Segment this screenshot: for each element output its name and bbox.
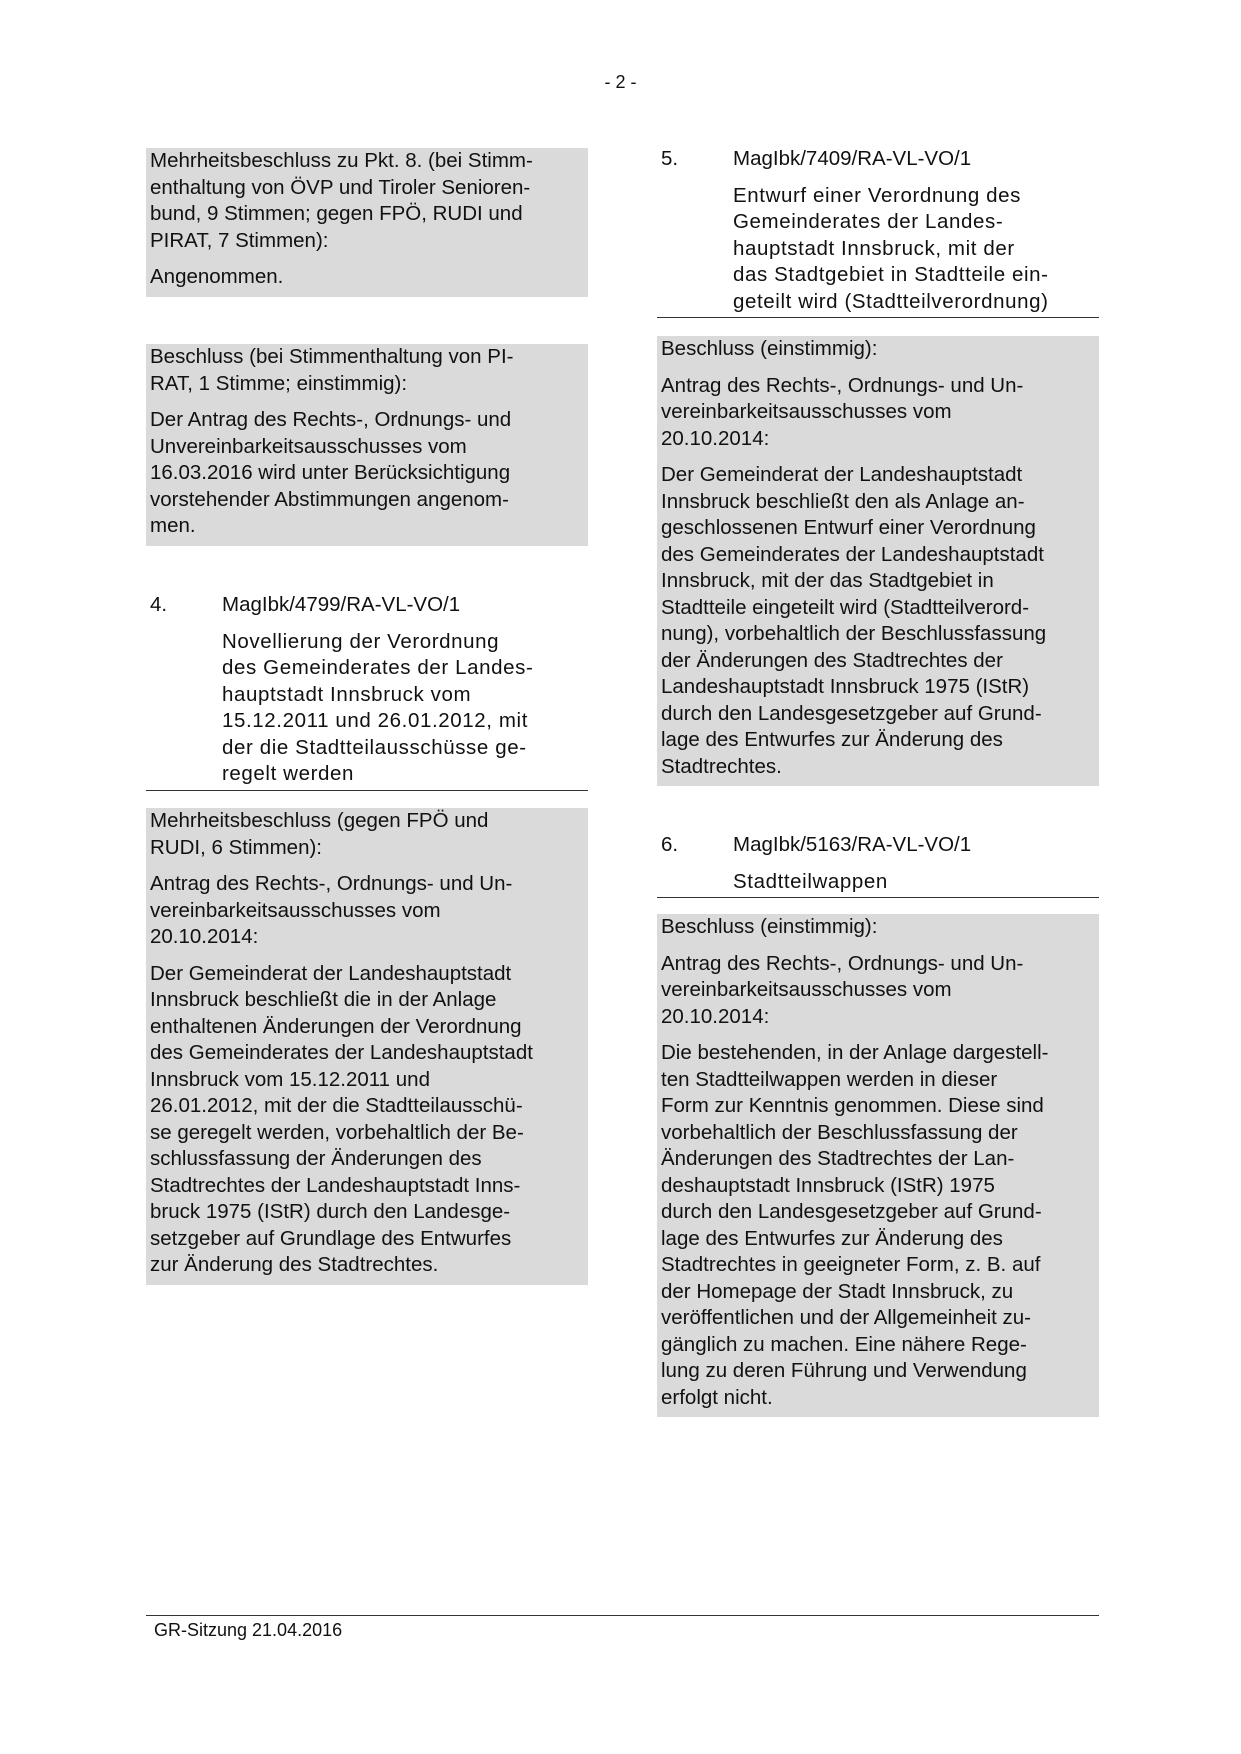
decision-text: Mehrheitsbeschluss (gegen FPÖ und RUDI, 6 Stimmen): (150, 809, 489, 859)
footer-divider (146, 1615, 1099, 1616)
agenda-title: Novellierung der Verordnung des Gemeinderates der Landes- hauptstadt Innsbruck vom 15.12.2011 und 26.01.2012, mit der die Stadtteilausschüsse ge- regelt werden (222, 629, 534, 785)
decision-text: Beschluss (einstimmig): (661, 915, 878, 938)
motion-text: Antrag des Rechts-, Ordnungs- und Un- vereinbarkeitsausschusses vom 20.10.2014: (150, 872, 513, 948)
agenda-item-6-decision (657, 914, 1099, 1417)
agenda-reference: MagIbk/4799/RA-VL-VO/1 (222, 593, 461, 616)
agenda-item-5-decision (657, 336, 1099, 786)
decision-body: Der Gemeinderat der Landeshauptstadt Innsbruck beschließt den als Anlage an- geschlossenen Entwurf einer Verordnung des Gemeinderates der Landeshauptstadt Innsbruck, mit der das Stadtgebiet in Stadtteile eingeteilt wird (Stadtteilverord- nung), vorbehaltlich der Beschlussfassung der Änderungen des Stadtrechtes der Landeshauptstadt Innsbruck 1975 (IStR) durch den Landesgesetzgeber auf Grund- lage des Entwurfes zur Änderung des Stadtrechtes. (661, 463, 1047, 778)
motion-text: Antrag des Rechts-, Ordnungs- und Un- vereinbarkeitsausschusses vom 20.10.2014: (661, 951, 1024, 1028)
agenda-number: 4. (150, 593, 168, 616)
agenda-number: 6. (661, 833, 679, 856)
page-number: - 2 - (604, 72, 637, 92)
agenda-item-4-header (146, 592, 588, 791)
decision-text: Beschluss (bei Stimmenthaltung von PI- RAT, 1 Stimme; einstimmig): (150, 345, 514, 395)
decision-block-pkt8 (146, 148, 588, 297)
decision-body: Der Antrag des Rechts-, Ordnungs- und Unvereinbarkeitsausschusses vom 16.03.2016 wird unter Berücksichtigung vorstehender Abstimmungen angenom- men. (150, 408, 512, 537)
decision-text: Beschluss (einstimmig): (661, 337, 878, 360)
decision-text: Mehrheitsbeschluss zu Pkt. 8. (bei Stimm- enthaltung von ÖVP und Tiroler Senioren- bund, 9 Stimmen; gegen FPÖ, RUDI und PIRAT, 7 Stimmen): (150, 149, 533, 252)
decision-result: Angenommen. (150, 265, 284, 288)
agenda-item-4-decision (146, 808, 588, 1285)
agenda-reference: MagIbk/5163/RA-VL-VO/1 (733, 833, 972, 856)
agenda-number: 5. (661, 147, 679, 170)
agenda-title: Stadtteilwappen (733, 869, 888, 893)
agenda-item-5-header (657, 146, 1099, 318)
agenda-title: Entwurf einer Verordnung des Gemeinderates der Landes- hauptstadt Innsbruck, mit der das Stadtgebiet in Stadtteile ein- geteilt wird (Stadtteilverordnung) (733, 183, 1049, 313)
agenda-reference: MagIbk/7409/RA-VL-VO/1 (733, 147, 972, 170)
decision-body: Die bestehenden, in der Anlage dargestell- ten Stadtteilwappen werden in dieser Form zur Kenntnis genommen. Diese sind vorbehaltlich der Beschlussfassung der Änderungen des Stadtrechtes der Lan- deshauptstadt Innsbruck (IStR) 1975 durch den Landesgesetzgeber auf Grund- lage des Entwurfes zur Änderung des Stadtrechtes in geeigneter Form, z. B. auf der Homepage der Stadt Innsbruck, zu veröffentlichen und der Allgemeinheit zu- gänglich zu machen. Eine nähere Rege- lung zu deren Führung und Verwendung erfolgt nicht. (661, 1041, 1049, 1409)
footer-session-date: GR-Sitzung 21.04.2016 (154, 1620, 343, 1640)
motion-text: Antrag des Rechts-, Ordnungs- und Un- vereinbarkeitsausschusses vom 20.10.2014: (661, 373, 1024, 450)
decision-body: Der Gemeinderat der Landeshauptstadt Innsbruck beschließt die in der Anlage enthaltenen Änderungen der Verordnung des Gemeinderates der Landeshauptstadt Innsbruck vom 15.12.2011 und 26.01.2012, mit der die Stadtteilausschü- se geregelt werden, vorbehaltlich der Be- schlussfassung der Änderungen des Stadtrechtes der Landeshauptstadt Inns- bruck 1975 (IStR) durch den Landesge- setzgeber auf Grundlage des Entwurfes zur Änderung des Stadtrechtes. (150, 961, 533, 1276)
decision-block-antrag (146, 344, 588, 546)
agenda-item-6-header (657, 832, 1099, 898)
